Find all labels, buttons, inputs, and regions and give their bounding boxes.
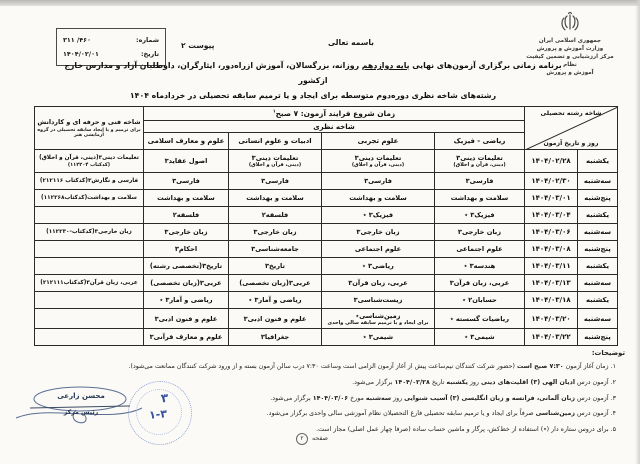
subject-cell: سلامت و بهداشت — [143, 190, 228, 207]
subject-cell: شیمی۳ ٭ — [435, 329, 525, 346]
subject-cell — [34, 207, 143, 224]
day-cell: سه‌شنبه — [578, 309, 618, 329]
date-label: تاریخ: — [140, 50, 159, 58]
date-cell: ۱۴۰۴/۰۲/۲۸ — [525, 150, 578, 173]
subject-cell: علوم اجتماعی — [322, 241, 435, 258]
exam-row-10 — [34, 309, 617, 329]
date-cell: ۱۴۰۴/۰۳/۱۳ — [525, 275, 578, 292]
subject-cell: فارسی۳ — [322, 173, 435, 190]
subject-cell: عربی، زبان قرآن۳ — [435, 275, 525, 292]
subject-cell: تعلیمات دینی۳ (دینی، قرآن و اخلاق) — [322, 150, 435, 173]
basmala-text: باسمه تعالی — [328, 38, 375, 47]
number-label: شماره: — [136, 36, 159, 44]
scan-edge-right — [635, 0, 640, 464]
exam-row-11 — [34, 329, 617, 346]
footnote-5: ۵. برای دروس ستاره دار (٭) استفاده از خط‌کش، پرگار و ماشین حساب ساده (صرفا چهار عمل اصلی) مجاز است. — [316, 426, 616, 434]
subject-cell: جامعه‌شناسی۳ — [229, 241, 322, 258]
exam-row-3 — [34, 190, 617, 207]
footnote-2: ۲. آزمون درس ادیان الهی (۳) اقلیت‌های دینی روز یکشنبه تاریخ ۱۴۰۴/۰۲/۲۸ برگزار می‌شود. — [352, 378, 616, 386]
subject-cell: سلامت و بهداشت — [322, 190, 435, 207]
subject-cell — [34, 241, 143, 258]
subject-cell: ریاضی و آمار۳ ٭ — [229, 292, 322, 309]
date-cell: ۱۴۰۴/۰۳/۲۲ — [525, 329, 578, 346]
subject-cell: سلامت و بهداشت — [229, 190, 322, 207]
fanni-column-header — [34, 107, 143, 150]
office-stamp — [128, 381, 192, 445]
subject-cell: زبان خارجی۳ — [143, 224, 228, 241]
footnote-4: ۴. آزمون درس زمین‌شناسی صرفاً برای ایجاد و یا ترمیم سابقه تحصیلی فارغ التحصیلان نظام آموزشی سالی واحدی برگزار می‌شود. — [266, 410, 616, 418]
subject-cell: فلسفه۲ — [229, 207, 322, 224]
exam-row-8 — [34, 275, 617, 292]
day-cell: یکشنبه — [578, 150, 618, 173]
subject-cell: ریاضی۳ ٭ — [322, 258, 435, 275]
subject-cell: هندسه۳ ٭ — [435, 258, 525, 275]
subject-cell: علوم و معارف قرآنی۳ — [143, 329, 228, 346]
grade-underlined: پایه دوازدهم — [361, 61, 410, 70]
exam-row-7 — [34, 258, 617, 275]
subject-cell: فلسفه۲ — [143, 207, 228, 224]
subject-cell — [34, 329, 143, 346]
day-cell: سه‌شنبه — [578, 173, 618, 190]
footnote-3: ۳. آزمون درس زبان آلمانی، فرانسه و زبان انگلیسی (۳) آسیب شنوایی روز سه‌شنبه مورخ ۱۴۰۴/۰۳/۰۶ برگزار می‌شود. — [270, 394, 616, 402]
stamp-handwritten-number-bottom: ۱-۳ — [148, 407, 168, 422]
subject-cell: فارسی۳ — [435, 173, 525, 190]
subject-cell: تاریخ۳ — [229, 258, 322, 275]
subject-cell: زبان خارجی۳ — [229, 224, 322, 241]
subject-cell: عربی۳(زبان تخصصی) — [229, 275, 322, 292]
subject-cell: فیزیک۳ ٭ — [322, 207, 435, 224]
title-line-2: رشته‌های شاخه نظری دوره‌دوم متوسطه برای ایجاد و یا ترمیم سابقه تحصیلی در خردادماه ۱۴۰۴ — [129, 91, 497, 100]
subject-cell — [34, 258, 143, 275]
day-cell: پنج‌شنبه — [578, 190, 618, 207]
subject-cell: تعلیمات دینی۳ (دینی، قرآن و اخلاق) — [435, 150, 525, 173]
ministry-line: آموزش و پرورش — [546, 70, 594, 76]
subject-cell: زیست‌شناسی۳ — [322, 292, 435, 309]
subject-cell: زبان خارجی۳(کدکتاب-۱۱۲۲۳۰) — [34, 224, 143, 241]
date-cell: ۱۴۰۴/۰۳/۱۸ — [525, 292, 578, 309]
subject-cell: زبان خارجی۳ — [322, 224, 435, 241]
document-title — [60, 58, 566, 103]
subject-cell: تعلیمات دینی۳(دینی، قرآن و اخلاق) (کدکتاب ۱۱۲۲۰۴) — [34, 150, 143, 173]
subject-cell: تعلیمات دینی۳ (دینی، قرآن و اخلاق) — [229, 150, 322, 173]
ministry-line: جمهوری اسلامی ایران — [538, 38, 602, 44]
subject-cell: سلامت و بهداشت(کدکتاب۱۱۲۲۶۸) — [34, 190, 143, 207]
subject-cell: فارسی و نگارش۳(کدکتاب ۲۱۲۱۱۶) — [34, 173, 143, 190]
subject-cell — [34, 292, 143, 309]
title-line-1: برنامه زمانی برگزاری آزمون‌های نهایی پایه دوازدهم روزانه، بزرگسالان، آموزش ازراه‌دور، ایثارگران، داوطلبان آزاد و مدارس خارج ازکشور — [64, 61, 562, 85]
column-header-4: علوم و معارف اسلامی — [143, 133, 228, 150]
stamp-handwritten-number-top: ۳ — [160, 390, 170, 406]
ministry-line: وزارت آموزش و پرورش — [536, 46, 604, 52]
subject-cell: فیزیک۳ ٭ — [435, 207, 525, 224]
day-cell: یکشنبه — [578, 258, 618, 275]
corner-daydate-label: روز و تاریخ آزمون — [543, 140, 599, 147]
subject-cell: ریاضیات گسسته ٭ — [435, 309, 525, 329]
iran-emblem-icon — [522, 11, 618, 35]
subject-cell: اصول عقاید۳ — [143, 150, 228, 173]
exam-row-4 — [34, 207, 617, 224]
exam-schedule-table — [34, 106, 618, 346]
signature-name: محسن زارعی — [57, 392, 105, 400]
subject-cell: علوم اجتماعی — [435, 241, 525, 258]
subject-cell: فارسی۳ — [229, 173, 322, 190]
subject-cell: احکام۳ — [143, 241, 228, 258]
footnote-1: ۱. زمان آغاز آزمون ۷:۳۰ صبح است (حضور شرکت کنندگان نیم‌ساعت پیش از آغاز آزمون الزامی است وساعت ۷:۳۰ درب سالن آزمون بسته و از ورود شرکت کنندگان ممانعت می‌شود). — [128, 363, 616, 370]
subject-cell: سلامت و بهداشت — [435, 190, 525, 207]
subject-cell: جغرافیا۳ — [229, 329, 322, 346]
subject-cell: حسابان۲ ٭ — [435, 292, 525, 309]
column-header-3: ادبیات و علوم انسانی — [229, 133, 322, 150]
page-number: ۲ — [296, 433, 308, 445]
fanni-subheader-text: برای ترمیم و یا ایجاد سابقه تحصیلی در گروه آزمایشی هنر — [37, 127, 141, 138]
signature-block — [14, 384, 144, 442]
date-cell: ۱۴۰۴/۰۳/۰۱ — [525, 190, 578, 207]
table-corner-cell — [525, 107, 618, 150]
exam-row-1 — [34, 150, 617, 173]
ministry-line: مرکز ارزشیابی و تضمین کیفیت نظام — [526, 54, 614, 68]
date-cell: ۱۴۰۴/۰۳/۱۱ — [525, 258, 578, 275]
subject-cell: علوم و فنون ادبی۳ — [229, 309, 322, 329]
nazari-branch-header: شاخه نظری — [143, 121, 524, 133]
subject-cell: عربی۳(زبان تخصصی) — [143, 275, 228, 292]
subject-cell: زبان خارجی۳ — [435, 224, 525, 241]
date-value: ۱۴۰۴/۰۲/۰۱ — [63, 50, 99, 58]
signature-title: رئیس مرکز — [63, 409, 99, 416]
day-cell: پنج‌شنبه — [578, 329, 618, 346]
date-cell: ۱۴۰۴/۰۳/۰۶ — [525, 224, 578, 241]
attachment-label: پیوست ۲ — [181, 41, 215, 50]
notes-heading: توضیحات: — [591, 349, 625, 357]
day-cell: یکشنبه — [578, 207, 618, 224]
exam-row-9 — [34, 292, 617, 309]
start-time-header: زمان شروع فرایند آزمون: ۷ صبح$^۱$ — [143, 107, 524, 121]
day-cell: یکشنبه — [578, 292, 618, 309]
exam-row-6 — [34, 241, 617, 258]
fanni-header-text: شاخه فنی و حرفه ای و کاردانش — [37, 117, 141, 126]
date-cell: ۱۴۰۴/۰۳/۰۴ — [525, 207, 578, 224]
corner-branch-label: شاخه رشته تحصیلی — [540, 110, 602, 117]
exam-row-2 — [34, 173, 617, 190]
column-header-1: ریاضی - فیزیک — [435, 133, 525, 150]
page-label: صفحه — [312, 435, 328, 442]
subject-cell: تاریخ۳(تخصصی رشته) — [143, 258, 228, 275]
day-cell: پنج‌شنبه — [578, 241, 618, 258]
subject-cell: عربی، زبان قرآن۳(کدکتاب۲۱۲۱۱۱) — [34, 275, 143, 292]
date-cell: ۱۴۰۴/۰۳/۲۰ — [525, 309, 578, 329]
date-cell: ۱۴۰۴/۰۳/۰۸ — [525, 241, 578, 258]
exam-row-5 — [34, 224, 617, 241]
subject-cell: فارسی۳ — [143, 173, 228, 190]
page-marker — [296, 433, 328, 445]
date-cell: ۱۴۰۴/۰۲/۳۰ — [525, 173, 578, 190]
subject-cell — [34, 309, 143, 329]
footnote-ref: ۱ — [272, 109, 276, 115]
day-cell: سه‌شنبه — [578, 275, 618, 292]
subject-cell: عربی، زبان قرآن۳ — [322, 275, 435, 292]
subject-cell: علوم و فنون ادبی۳ — [143, 309, 228, 329]
subject-cell: زمین‌شناسی٭ برای ایجاد و یا ترمیم سابقه سالی واحدی — [322, 309, 435, 329]
subject-cell: شیمی۳ ٭ — [322, 329, 435, 346]
number-value: ۴۶۰/ ۳۱۱ — [63, 36, 91, 44]
column-header-2: علوم تجربی — [322, 133, 435, 150]
scan-edge-top — [0, 0, 640, 6]
subject-cell: ریاضی و آمار۳ ٭ — [143, 292, 228, 309]
day-cell: سه‌شنبه — [578, 224, 618, 241]
